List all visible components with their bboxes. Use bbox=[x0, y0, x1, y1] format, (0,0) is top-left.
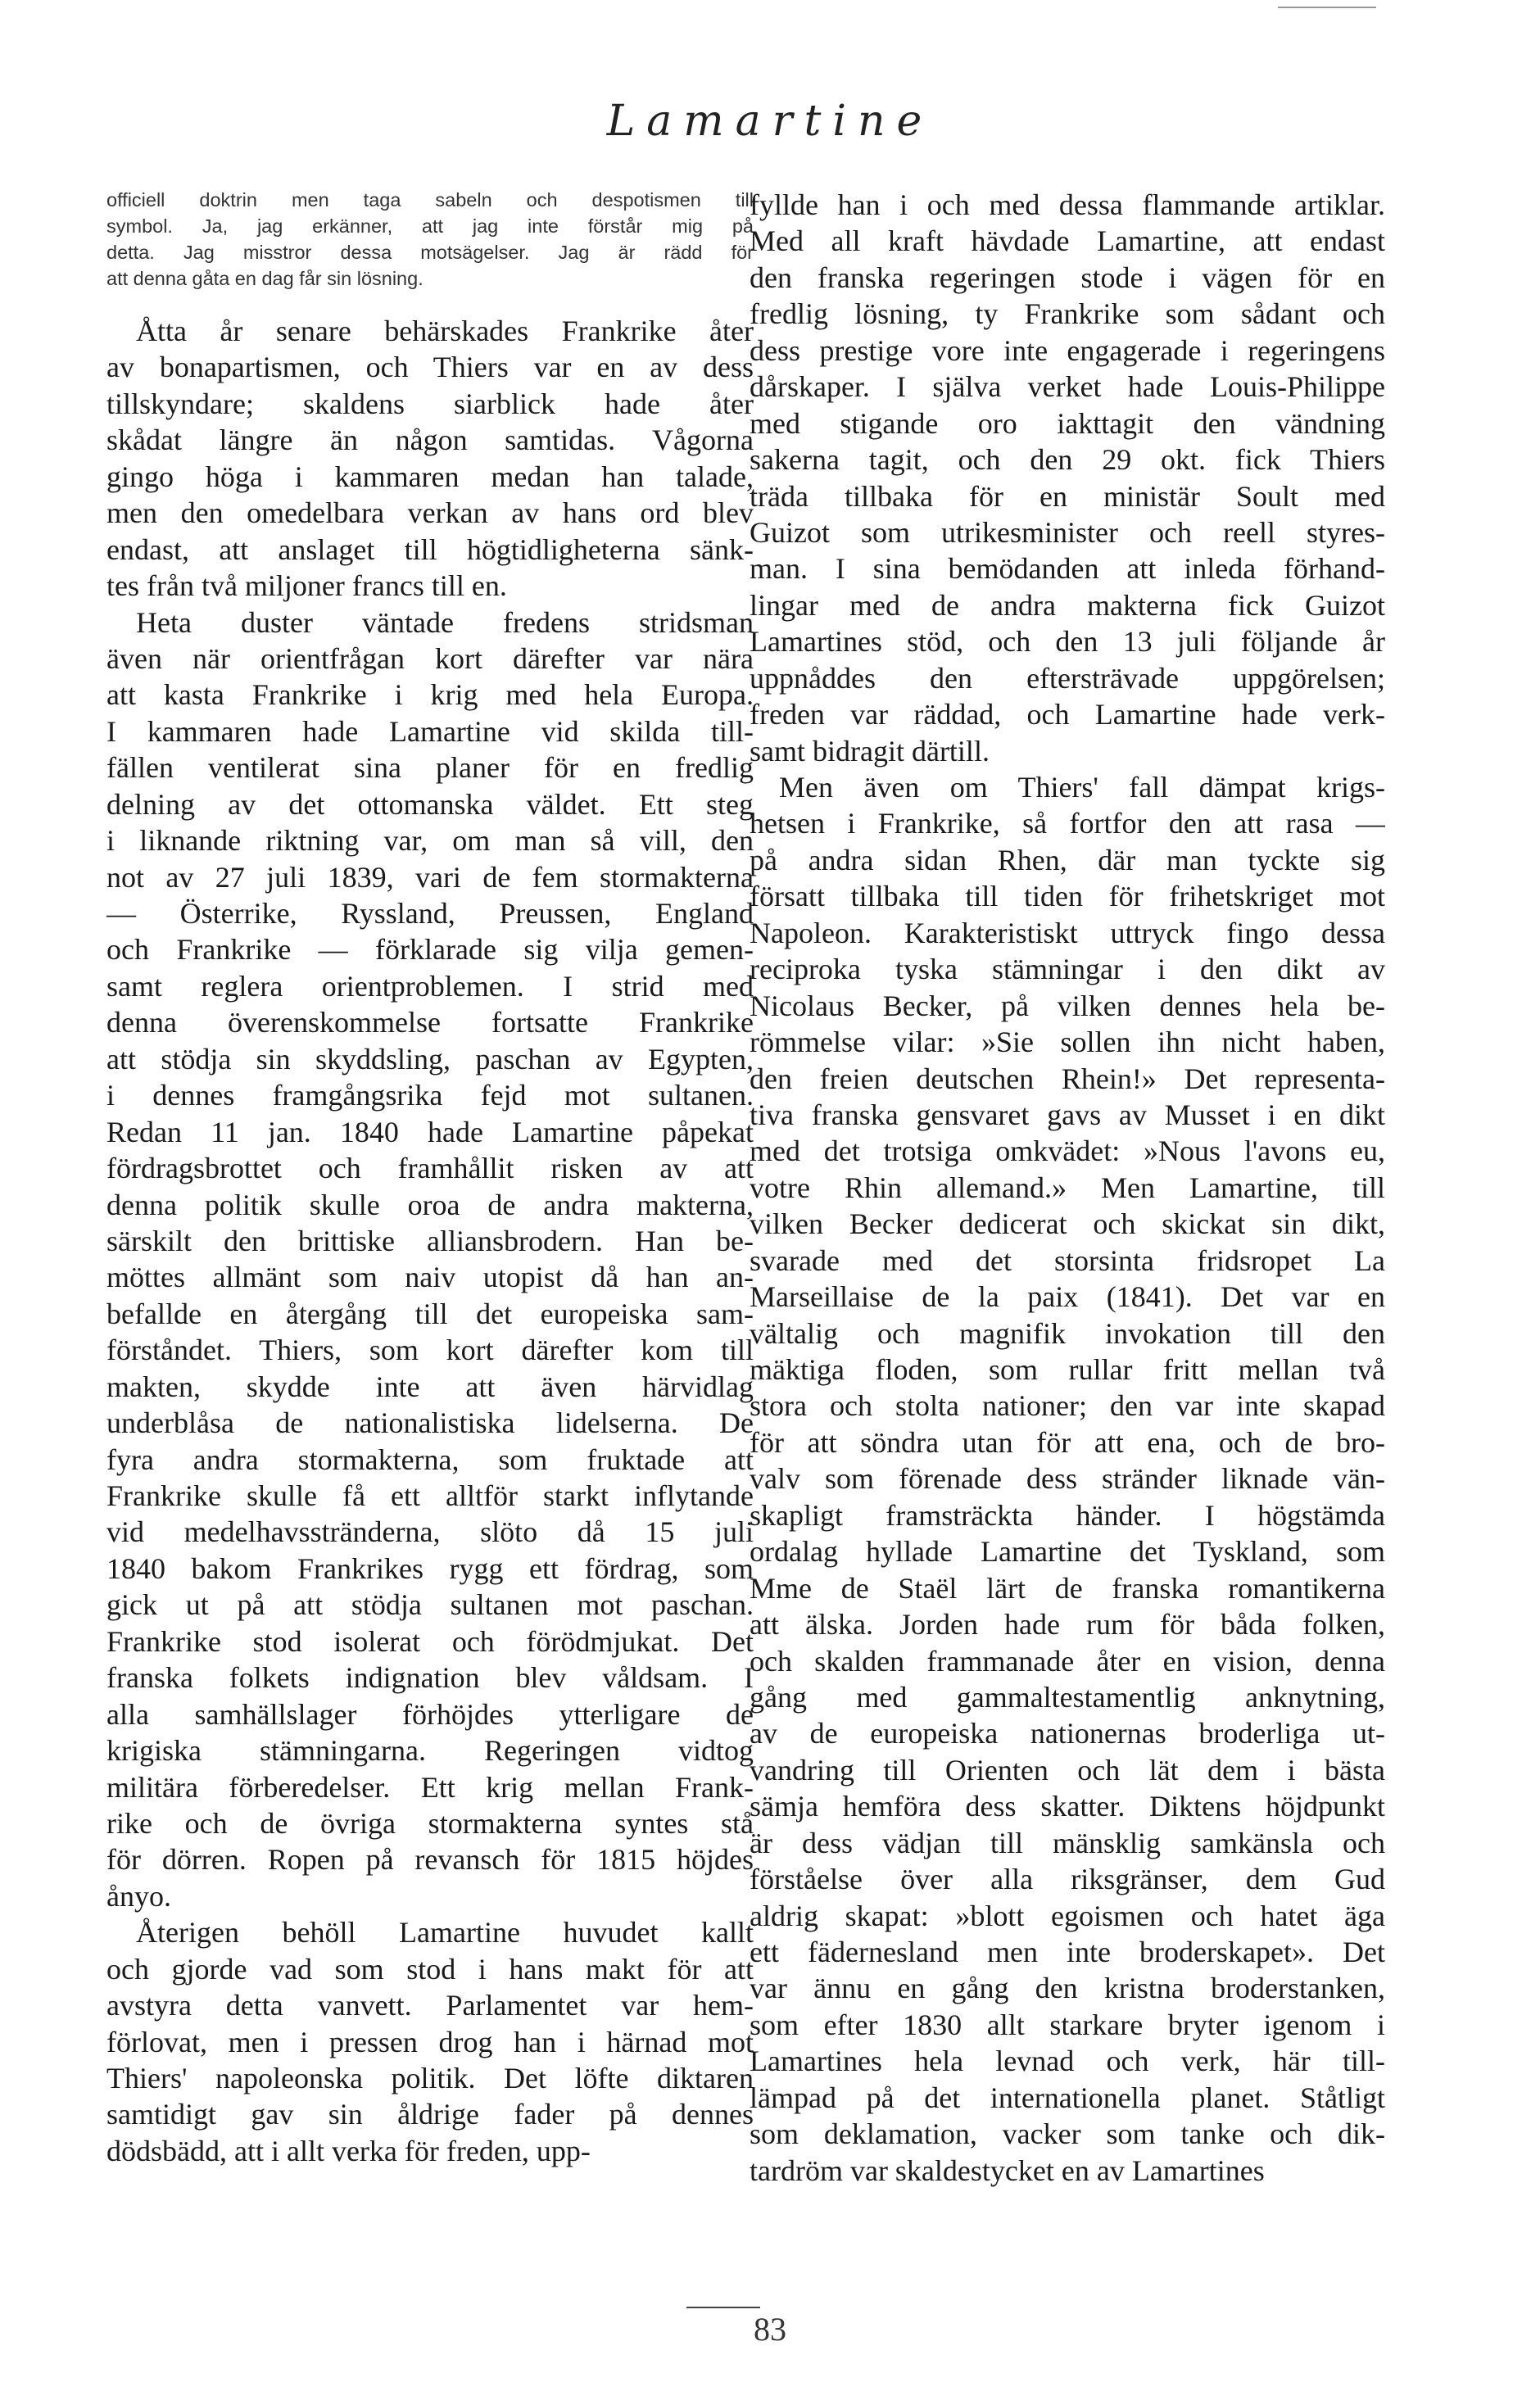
right-column bbox=[750, 187, 1385, 2189]
text-line: även när orientfrågan kort därefter var nära bbox=[106, 641, 754, 675]
text-line: och Frankrike — förklarade sig vilja gemen- bbox=[106, 933, 754, 967]
text-line: Guizot som utrikesminister och reell styres- bbox=[750, 515, 1385, 549]
text-line: underblåsa de nationalistiska lidelserna. De bbox=[106, 1406, 754, 1440]
text-line: den freien deutschen Rhein!» Det representa- bbox=[750, 1062, 1385, 1095]
text-line: — Österrike, Ryssland, Preussen, England bbox=[106, 897, 754, 930]
text-line: avstyra detta vanvett. Parlamentet var hem- bbox=[106, 1989, 754, 2022]
text-line: reciproka tyska stämningar i den dikt av bbox=[750, 953, 1385, 986]
text-line: ordalag hyllade Lamartine det Tyskland, som bbox=[750, 1535, 1385, 1569]
text-line: som deklamation, vacker som tanke och dik- bbox=[750, 2117, 1385, 2151]
text-line: är dess vädjan till mänsklig samkänsla och bbox=[750, 1826, 1385, 1859]
text-line: tes från två miljoner francs till en. bbox=[106, 569, 507, 603]
text-line: och gjorde vad som stod i hans makt för att bbox=[106, 1952, 754, 1986]
text-line: att kasta Frankrike i krig med hela Europa. bbox=[106, 678, 754, 712]
text-line: makten, skydde inte att även härvidlag bbox=[106, 1370, 754, 1403]
text-line: freden var räddad, och Lamartine hade verk- bbox=[750, 698, 1385, 731]
text-line: alla samhällslager förhöjdes ytterligare de bbox=[106, 1697, 754, 1731]
text-line: ett fädernesland men inte broderskapet». Det bbox=[750, 1936, 1385, 1968]
text-line: samt reglera orientproblemen. I strid med bbox=[106, 969, 754, 1003]
text-line: att älska. Jorden hade rum för båda folken, bbox=[750, 1608, 1385, 1642]
text-line: Redan 11 jan. 1840 hade Lamartine påpekat bbox=[106, 1115, 754, 1148]
text-line: endast, att anslaget till högtidligheterna sänk- bbox=[106, 532, 754, 566]
text-line: som efter 1830 allt starkare bryter igenom i bbox=[750, 2008, 1385, 2041]
quoted-passage bbox=[106, 187, 754, 292]
text-line: vid medelhavsstränderna, slöto då 15 juli bbox=[106, 1515, 754, 1549]
text-line: dess prestige vore inte engagerade i regeringens bbox=[750, 333, 1385, 367]
text-line: och skalden frammanade åter en vision, denna bbox=[750, 1644, 1385, 1678]
text-line: ånyo. bbox=[106, 1879, 171, 1913]
text-line: votre Rhin allemand.» Men Lamartine, till bbox=[750, 1171, 1385, 1204]
text-line: lingar med de andra makterna fick Guizot bbox=[750, 588, 1385, 622]
text-line: förståndet. Thiers, som kort därefter kom till bbox=[106, 1334, 754, 1367]
text-line: på andra sidan Rhen, där man tyckte sig bbox=[750, 843, 1385, 876]
text-line: Lamartines stöd, och den 13 juli följande år bbox=[750, 625, 1385, 659]
text-line: samt bidragit därtill. bbox=[750, 734, 990, 768]
text-line: var ännu en gång den kristna broderstanken, bbox=[750, 1972, 1385, 2005]
text-line: aldrig skapat: »blott egoismen och hatet äga bbox=[750, 1899, 1385, 1932]
text-line: denna politik skulle oroa de andra makterna, bbox=[106, 1188, 754, 1221]
text-line: 1840 bakom Frankrikes rygg ett fördrag, som bbox=[106, 1551, 754, 1585]
text-line: krigiska stämningarna. Regeringen vidtog bbox=[106, 1734, 754, 1768]
text-line: den franska regeringen stode i vägen för en bbox=[750, 260, 1385, 294]
text-line: detta. Jag misstror dessa motsägelser. Jag är rädd för bbox=[106, 242, 754, 263]
text-line: träda tillbaka för en ministär Soult med bbox=[750, 479, 1385, 513]
text-line: römmelse vilar: »Sie sollen ihn nicht haben, bbox=[750, 1026, 1385, 1059]
running-header: Lamartine bbox=[606, 97, 934, 146]
text-line: skådat längre än någon samtidas. Vågorna bbox=[106, 423, 754, 457]
left-column bbox=[106, 187, 754, 2169]
text-line: Med all kraft hävdade Lamartine, att endast bbox=[750, 224, 1385, 258]
text-line: fredlig lösning, ty Frankrike som sådant och bbox=[750, 297, 1385, 331]
text-line: förståelse över alla riksgränser, dem Gud bbox=[750, 1863, 1385, 1896]
text-line: sakerna tagit, och den 29 okt. fick Thiers bbox=[750, 443, 1385, 477]
text-line: hetsen i Frankrike, så fortfor den att rasa — bbox=[750, 807, 1385, 840]
text-line: Napoleon. Karakteristiskt uttryck fingo dessa bbox=[750, 916, 1385, 949]
text-line: fördragsbrottet och framhållit risken av att bbox=[106, 1152, 754, 1185]
text-line: försatt tillbaka till tiden för frihetskriget mot bbox=[750, 880, 1385, 913]
text-line: Åtta år senare behärskades Frankrike åter bbox=[136, 315, 754, 347]
left-column-text bbox=[106, 313, 754, 2169]
text-line: not av 27 juli 1839, vari de fem stormakterna bbox=[106, 860, 754, 894]
text-line: dödsbädd, att i allt verka för freden, upp- bbox=[106, 2134, 591, 2167]
text-line: befallde en återgång till det europeiska sam- bbox=[106, 1297, 754, 1330]
right-column-text bbox=[750, 187, 1385, 2189]
text-line: denna överenskommelse fortsatte Frankrike bbox=[106, 1006, 754, 1039]
text-line: gång med gammaltestamentlig anknytning, bbox=[750, 1680, 1385, 1714]
text-line: för att söndra utan för att ena, och de bro- bbox=[750, 1425, 1385, 1459]
text-line: tillskyndare; skaldens siarblick hade åter bbox=[106, 387, 754, 420]
text-line: dårskaper. I själva verket hade Louis-Philippe bbox=[750, 370, 1385, 404]
text-line: Frankrike skulle få ett alltför starkt inflytande bbox=[106, 1479, 754, 1512]
text-line: militära förberedelser. Ett krig mellan Frank- bbox=[106, 1770, 754, 1804]
text-line: symbol. Ja, jag erkänner, att jag inte förstår mig på bbox=[106, 215, 754, 237]
text-line: lämpad på det internationella planet. Ståtligt bbox=[750, 2081, 1385, 2114]
text-line: fyra andra stormakterna, som fruktade att bbox=[106, 1442, 754, 1476]
text-line: särskilt den brittiske alliansbrodern. Han be- bbox=[106, 1224, 754, 1257]
text-line: i dennes framgångsrika fejd mot sultanen. bbox=[106, 1079, 754, 1112]
text-line: rike och de övriga stormakterna syntes stå bbox=[106, 1806, 754, 1840]
text-line: samtidigt gav sin åldrige fader på dennes bbox=[106, 2098, 754, 2131]
text-line: av bonapartismen, och Thiers var en av dess bbox=[106, 351, 754, 384]
text-line: valv som förenade dess stränder liknade vän- bbox=[750, 1462, 1385, 1496]
text-line: man. I sina bemödanden att inleda förhand- bbox=[750, 552, 1385, 586]
text-line: delning av det ottomanska väldet. Ett steg bbox=[106, 787, 754, 821]
text-line: stora och stolta nationer; den var inte skapad bbox=[750, 1389, 1385, 1423]
folio-rule bbox=[686, 2307, 760, 2308]
text-line: Lamartines hela levnad och verk, här till- bbox=[750, 2045, 1385, 2078]
text-line: svarade med det storsinta fridsropet La bbox=[750, 1243, 1385, 1277]
text-line: gingo höga i kammaren medan han talade, bbox=[106, 460, 754, 493]
text-line: vandring till Orienten och lät dem i bästa bbox=[750, 1753, 1385, 1786]
text-line: mäktiga floden, som rullar fritt mellan två bbox=[750, 1353, 1385, 1386]
text-line: men den omedelbara verkan av hans ord blev bbox=[106, 496, 754, 530]
text-line: tardröm var skaldestycket en av Lamartines bbox=[750, 2153, 1265, 2187]
text-line: skapligt framsträckta händer. I högstämda bbox=[750, 1498, 1385, 1532]
text-line: möttes allmänt som naiv utopist då han an- bbox=[106, 1261, 754, 1294]
page-number: 83 bbox=[754, 2311, 786, 2348]
text-line: gick ut på att stödja sultanen mot paschan. bbox=[106, 1588, 754, 1622]
text-line: fällen ventilerat sina planer för en fredlig bbox=[106, 751, 754, 785]
text-line: att stödja sin skyddsling, paschan av Egypten, bbox=[106, 1042, 754, 1076]
text-line: med det trotsiga omkvädet: »Nous l'avons eu, bbox=[750, 1134, 1385, 1168]
text-line: Mme de Staël lärt de franska romantikerna bbox=[750, 1571, 1385, 1605]
text-line: vilken Becker dedicerat och skickat sin dikt, bbox=[750, 1207, 1385, 1241]
text-line: förlovat, men i pressen drog han i härnad mot bbox=[106, 2025, 754, 2058]
text-line: med stigande oro iakttagit den vändning bbox=[750, 406, 1385, 440]
text-line: uppnåddes den eftersträvade uppgörelsen; bbox=[750, 661, 1385, 695]
text-line: tiva franska gensvaret gavs av Musset i en dikt bbox=[750, 1098, 1385, 1131]
text-line: sämja hemföra dess skatter. Diktens höjdpunkt bbox=[750, 1790, 1385, 1823]
text-line: Frankrike stod isolerat och förödmjukat. Det bbox=[106, 1624, 754, 1658]
text-line: vältalig och magnifik invokation till den bbox=[750, 1316, 1385, 1350]
text-line: av de europeiska nationernas broderliga ut- bbox=[750, 1717, 1385, 1750]
text-line: Återigen behöll Lamartine huvudet kallt bbox=[136, 1916, 754, 1950]
top-edge-rule bbox=[1278, 7, 1376, 8]
text-line: Marseillaise de la paix (1841). Det var en bbox=[750, 1280, 1385, 1314]
text-line: fyllde han i och med dessa flammande artiklar. bbox=[750, 188, 1385, 221]
text-line: Men även om Thiers' fall dämpat krigs- bbox=[779, 771, 1385, 804]
text-line: Thiers' napoleonska politik. Det löfte diktaren bbox=[106, 2062, 754, 2094]
text-line: officiell doktrin men taga sabeln och despotismen till bbox=[106, 189, 754, 211]
text-line: Nicolaus Becker, på vilken dennes hela be- bbox=[750, 989, 1385, 1022]
text-line: Heta duster väntade fredens stridsman bbox=[136, 605, 754, 639]
text-line: för dörren. Ropen på revansch för 1815 höjdes bbox=[106, 1843, 754, 1877]
text-line: franska folkets indignation blev våldsam. I bbox=[106, 1661, 754, 1695]
text-line: att denna gåta en dag får sin lösning. bbox=[106, 268, 424, 289]
text-line: i liknande riktning var, om man så vill, den bbox=[106, 824, 754, 858]
text-line: I kammaren hade Lamartine vid skilda till- bbox=[106, 714, 754, 748]
